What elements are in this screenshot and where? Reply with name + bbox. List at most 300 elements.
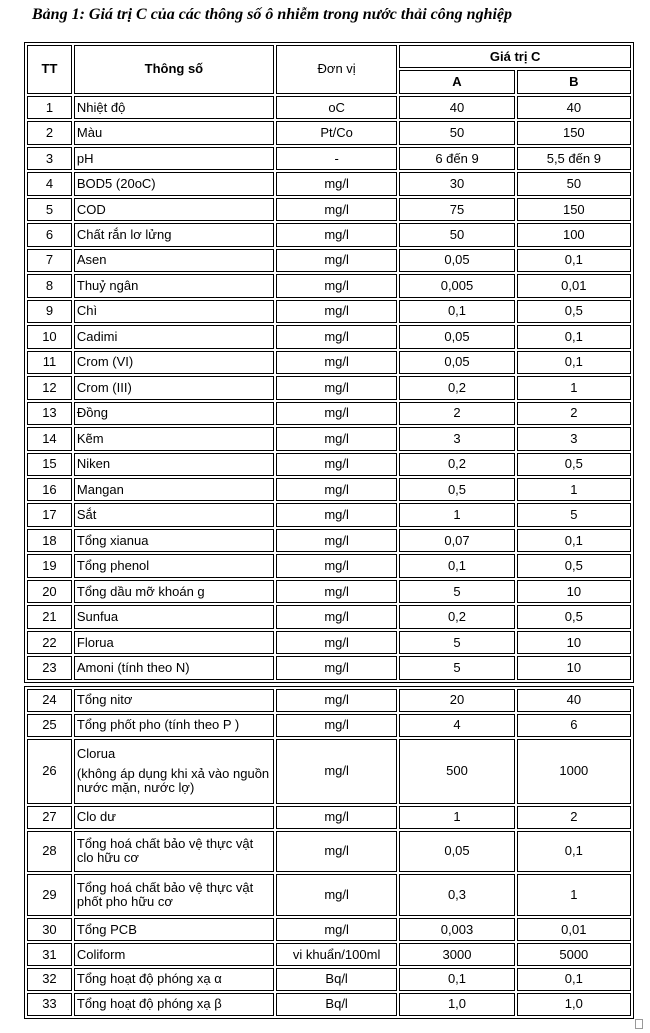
cell-param-text: Màu xyxy=(76,125,103,141)
cell-unit-text: mg/l xyxy=(324,809,349,825)
cell-param-text: Niken xyxy=(76,456,111,472)
cell-value-b-text: 50 xyxy=(566,176,582,192)
cell-param-text: Crom (III) xyxy=(76,379,132,395)
table-row xyxy=(27,172,631,195)
cell-value-a xyxy=(399,427,514,450)
cell-tt xyxy=(27,351,72,374)
cell-param xyxy=(74,831,274,873)
cell-value-b xyxy=(517,223,631,246)
cell-value-a-text: 0,2 xyxy=(447,456,467,472)
cell-unit xyxy=(276,580,397,603)
cell-unit xyxy=(276,96,397,119)
cell-param xyxy=(74,427,274,450)
cell-tt xyxy=(27,656,72,680)
cell-unit xyxy=(276,325,397,348)
cell-value-a-text: 30 xyxy=(449,176,465,192)
cell-tt xyxy=(27,172,72,195)
cell-value-b-text: 150 xyxy=(562,201,585,217)
cell-value-b xyxy=(517,427,631,450)
cell-value-a xyxy=(399,529,514,552)
cell-param xyxy=(74,325,274,348)
cell-value-b xyxy=(517,739,631,804)
cell-value-b xyxy=(517,274,631,297)
cell-value-b xyxy=(517,993,631,1016)
cell-unit xyxy=(276,172,397,195)
cell-value-a-text: 3000 xyxy=(442,946,472,962)
cell-unit-text: - xyxy=(334,150,339,166)
header-col-a: A xyxy=(399,70,514,93)
cell-tt xyxy=(27,631,72,654)
cell-value-b xyxy=(517,580,631,603)
cell-tt-text: 15 xyxy=(42,456,57,472)
cell-param xyxy=(74,656,274,680)
cell-value-b xyxy=(517,874,631,916)
cell-param-text: Florua xyxy=(76,634,114,650)
cell-param xyxy=(74,300,274,323)
cell-tt-text: 31 xyxy=(42,946,57,962)
cell-param xyxy=(74,223,274,246)
cell-tt-text: 30 xyxy=(42,921,57,937)
cell-value-a xyxy=(399,478,514,501)
cell-param-text: Kẽm xyxy=(76,430,104,446)
cell-tt-text: 19 xyxy=(42,558,57,574)
cell-tt-text: 13 xyxy=(42,405,57,421)
cell-param-text: Tổng hoạt độ phóng xạ β xyxy=(76,996,222,1012)
header-param: Thông số xyxy=(74,45,274,94)
cell-tt xyxy=(27,198,72,221)
cell-value-b-text: 6 xyxy=(570,717,578,733)
cell-value-a xyxy=(399,147,514,170)
table-row xyxy=(27,147,631,170)
cell-tt-text: 3 xyxy=(45,150,54,166)
cell-tt xyxy=(27,503,72,526)
cell-unit xyxy=(276,918,397,941)
cell-unit-text: mg/l xyxy=(324,660,349,676)
cell-value-a-text: 40 xyxy=(449,99,465,115)
cell-value-a-text: 20 xyxy=(449,692,465,708)
cell-param-text: Sắt xyxy=(76,507,97,523)
cell-tt-text: 23 xyxy=(42,660,57,676)
table-row xyxy=(27,943,631,966)
cell-param xyxy=(74,943,274,966)
cell-value-a xyxy=(399,605,514,628)
cell-tt xyxy=(27,943,72,966)
cell-value-a-text: 4 xyxy=(453,717,461,733)
cell-value-a-text: 0,005 xyxy=(440,277,474,293)
cell-value-a xyxy=(399,249,514,272)
cell-value-b-text: 100 xyxy=(562,227,585,243)
cell-value-b-text: 40 xyxy=(566,692,582,708)
cell-value-a-text: 50 xyxy=(449,227,465,243)
cell-tt xyxy=(27,580,72,603)
cell-value-a-text: 1 xyxy=(453,809,461,825)
cell-value-a-text: 1 xyxy=(453,507,461,523)
cell-value-a-text: 0,05 xyxy=(444,328,470,344)
cell-value-b-text: 40 xyxy=(566,99,582,115)
table-row xyxy=(27,300,631,323)
cell-value-a xyxy=(399,943,514,966)
cell-param xyxy=(74,376,274,399)
cell-value-b xyxy=(517,918,631,941)
cell-value-a-text: 6 đến 9 xyxy=(435,150,479,166)
cell-value-a-text: 0,1 xyxy=(447,558,467,574)
header-tt: TT xyxy=(27,45,72,94)
cell-value-a xyxy=(399,300,514,323)
cell-param-text: Tổng dầu mỡ khoán g xyxy=(76,583,205,599)
cell-value-b xyxy=(517,121,631,144)
cell-value-a-text: 0,003 xyxy=(440,921,474,937)
cell-tt xyxy=(27,831,72,873)
cell-value-b xyxy=(517,714,631,737)
cell-param-text: Nhiệt độ xyxy=(76,99,126,115)
cell-tt xyxy=(27,968,72,991)
cell-value-b xyxy=(517,689,631,712)
corner-glyph xyxy=(635,1019,643,1029)
cell-value-b-text: 1,0 xyxy=(564,996,583,1012)
cell-tt xyxy=(27,274,72,297)
cell-unit-text: mg/l xyxy=(324,430,349,446)
cell-tt-text: 10 xyxy=(42,328,57,344)
cell-value-b xyxy=(517,806,631,829)
cell-tt-text: 26 xyxy=(42,763,57,779)
cell-param xyxy=(74,274,274,297)
pollutant-table-part-2 xyxy=(24,686,634,1019)
cell-value-b-text: 1 xyxy=(570,887,578,903)
cell-unit xyxy=(276,968,397,991)
cell-tt xyxy=(27,874,72,916)
cell-param xyxy=(74,605,274,628)
cell-unit xyxy=(276,993,397,1016)
table-row xyxy=(27,453,631,476)
cell-value-a-text: 0,05 xyxy=(444,354,470,370)
cell-unit xyxy=(276,376,397,399)
cell-param-text: Crom (VI) xyxy=(76,354,134,370)
cell-value-a-text: 0,1 xyxy=(447,971,467,987)
cell-value-a xyxy=(399,223,514,246)
cell-unit xyxy=(276,605,397,628)
cell-value-b xyxy=(517,325,631,348)
table-row xyxy=(27,427,631,450)
cell-value-b xyxy=(517,249,631,272)
cell-value-b-text: 1 xyxy=(570,481,578,497)
cell-value-a xyxy=(399,376,514,399)
cell-value-a-text: 75 xyxy=(449,201,465,217)
table-row xyxy=(27,605,631,628)
cell-value-a xyxy=(399,874,514,916)
table-row xyxy=(27,96,631,119)
cell-unit-text: mg/l xyxy=(324,558,349,574)
cell-value-a xyxy=(399,689,514,712)
cell-tt xyxy=(27,249,72,272)
cell-tt xyxy=(27,121,72,144)
cell-value-b-text: 5000 xyxy=(559,946,589,962)
cell-value-a-text: 500 xyxy=(446,763,468,779)
cell-param xyxy=(74,478,274,501)
table-row xyxy=(27,376,631,399)
cell-unit-text: mg/l xyxy=(324,405,349,421)
cell-value-b-text: 0,1 xyxy=(564,843,583,859)
cell-param-note: (không áp dụng khi xả vào nguồn nước mặn, nước lợ) xyxy=(76,766,270,796)
cell-tt xyxy=(27,806,72,829)
cell-tt-text: 27 xyxy=(42,809,57,825)
cell-value-b-text: 1000 xyxy=(559,763,589,779)
cell-value-b xyxy=(517,300,631,323)
cell-unit xyxy=(276,223,397,246)
cell-tt-text: 8 xyxy=(45,277,54,293)
cell-tt xyxy=(27,376,72,399)
cell-unit-text: mg/l xyxy=(324,921,349,937)
cell-value-b-text: 0,1 xyxy=(564,252,583,268)
table-row xyxy=(27,874,631,916)
cell-unit xyxy=(276,631,397,654)
cell-unit xyxy=(276,503,397,526)
cell-value-a-text: 0,05 xyxy=(444,252,470,268)
cell-unit xyxy=(276,402,397,425)
cell-value-a-text: 0,5 xyxy=(447,481,467,497)
cell-param xyxy=(74,968,274,991)
cell-param-text: pH xyxy=(76,150,94,166)
cell-unit-text: Pt/Co xyxy=(320,125,353,141)
cell-value-a xyxy=(399,831,514,873)
cell-tt-text: 6 xyxy=(45,227,54,243)
table-row xyxy=(27,478,631,501)
cell-tt xyxy=(27,402,72,425)
cell-param-text: Tổng PCB xyxy=(76,921,137,937)
table-row xyxy=(27,249,631,272)
cell-tt-text: 33 xyxy=(42,996,57,1012)
cell-param xyxy=(74,503,274,526)
table-row xyxy=(27,402,631,425)
cell-value-b-text: 10 xyxy=(566,660,582,676)
cell-unit xyxy=(276,478,397,501)
cell-unit xyxy=(276,806,397,829)
cell-param-text: Tổng nitơ xyxy=(76,692,133,708)
table-row xyxy=(27,831,631,873)
cell-param xyxy=(74,121,274,144)
cell-unit xyxy=(276,198,397,221)
cell-unit-text: mg/l xyxy=(324,634,349,650)
cell-tt-text: 32 xyxy=(42,971,57,987)
cell-value-b xyxy=(517,376,631,399)
cell-param xyxy=(74,580,274,603)
cell-param-text: Chất rắn lơ lửng xyxy=(76,227,172,243)
cell-unit xyxy=(276,274,397,297)
cell-tt-text: 9 xyxy=(45,303,54,319)
cell-tt-text: 14 xyxy=(42,430,57,446)
cell-param-text: Asen xyxy=(76,252,107,268)
cell-tt-text: 28 xyxy=(42,843,57,859)
cell-tt-text: 1 xyxy=(45,99,54,115)
cell-value-b xyxy=(517,656,631,680)
cell-value-b xyxy=(517,402,631,425)
cell-value-a xyxy=(399,402,514,425)
pollutant-table-part-1 xyxy=(24,42,634,683)
cell-unit xyxy=(276,147,397,170)
cell-tt-text: 20 xyxy=(42,583,57,599)
cell-value-b-text: 2 xyxy=(570,809,578,825)
cell-tt-text: 16 xyxy=(42,481,57,497)
cell-unit-text: Bq/l xyxy=(325,971,348,987)
cell-value-b xyxy=(517,147,631,170)
cell-value-a xyxy=(399,554,514,577)
table-row xyxy=(27,739,631,804)
header-col-b: B xyxy=(517,70,631,93)
cell-tt-text: 7 xyxy=(45,252,54,268)
table-body-part-1 xyxy=(27,45,631,680)
cell-value-b-text: 0,5 xyxy=(564,558,583,574)
cell-value-b xyxy=(517,968,631,991)
cell-unit-text: mg/l xyxy=(324,583,349,599)
table-row xyxy=(27,529,631,552)
cell-unit xyxy=(276,739,397,804)
cell-tt xyxy=(27,918,72,941)
cell-value-b xyxy=(517,554,631,577)
cell-unit-text: mg/l xyxy=(324,717,349,733)
cell-param xyxy=(74,529,274,552)
cell-unit-text: mg/l xyxy=(324,609,349,625)
cell-tt xyxy=(27,739,72,804)
cell-value-a xyxy=(399,96,514,119)
cell-param-text: Amoni (tính theo N) xyxy=(76,660,190,676)
cell-value-a xyxy=(399,968,514,991)
table-row xyxy=(27,121,631,144)
cell-value-b-text: 0,01 xyxy=(561,277,587,293)
cell-value-b-text: 1 xyxy=(570,379,578,395)
cell-value-b xyxy=(517,198,631,221)
cell-tt-text: 5 xyxy=(45,201,54,217)
cell-tt-text: 29 xyxy=(42,887,57,903)
cell-param xyxy=(74,172,274,195)
table-row xyxy=(27,656,631,680)
cell-value-b-text: 0,1 xyxy=(564,971,583,987)
cell-value-b-text: 0,1 xyxy=(564,532,583,548)
table-row xyxy=(27,993,631,1016)
cell-param xyxy=(74,351,274,374)
cell-value-a-text: 0,3 xyxy=(447,887,467,903)
cell-value-b-text: 5,5 đến 9 xyxy=(546,150,601,166)
cell-value-a xyxy=(399,453,514,476)
cell-tt-text: 18 xyxy=(42,532,57,548)
cell-unit xyxy=(276,831,397,873)
cell-value-b-text: 0,5 xyxy=(564,456,583,472)
table-row xyxy=(27,580,631,603)
cell-unit-text: mg/l xyxy=(324,456,349,472)
cell-param xyxy=(74,96,274,119)
cell-tt xyxy=(27,147,72,170)
cell-unit xyxy=(276,714,397,737)
cell-value-a-text: 5 xyxy=(453,634,461,650)
cell-value-b-text: 10 xyxy=(566,583,582,599)
cell-param xyxy=(74,147,274,170)
cell-param xyxy=(74,402,274,425)
cell-param xyxy=(74,249,274,272)
cell-unit xyxy=(276,943,397,966)
cell-tt xyxy=(27,453,72,476)
cell-param-text: Chì xyxy=(76,303,98,319)
cell-param-text: Tổng hoá chất bảo vệ thực vật phốt pho hữu cơ xyxy=(76,880,254,910)
cell-param-text: Clorua xyxy=(76,746,116,762)
cell-param xyxy=(74,739,274,804)
cell-value-b xyxy=(517,172,631,195)
cell-value-b-text: 10 xyxy=(566,634,582,650)
cell-unit xyxy=(276,656,397,680)
cell-value-a xyxy=(399,351,514,374)
cell-tt xyxy=(27,689,72,712)
cell-tt xyxy=(27,529,72,552)
cell-value-a xyxy=(399,806,514,829)
cell-unit-text: mg/l xyxy=(324,277,349,293)
cell-value-b xyxy=(517,96,631,119)
cell-value-a xyxy=(399,172,514,195)
cell-unit-text: mg/l xyxy=(324,252,349,268)
cell-value-a xyxy=(399,198,514,221)
table-title: Bảng 1: Giá trị C của các thông số ô nhiễm trong nước thải công nghiệp xyxy=(32,6,513,23)
cell-unit-text: mg/l xyxy=(324,481,349,497)
cell-value-b-text: 0,1 xyxy=(564,328,583,344)
cell-tt xyxy=(27,427,72,450)
cell-value-a-text: 2 xyxy=(453,405,461,421)
cell-unit xyxy=(276,351,397,374)
cell-value-b xyxy=(517,631,631,654)
table-row xyxy=(27,274,631,297)
cell-unit xyxy=(276,249,397,272)
cell-param xyxy=(74,714,274,737)
table-row xyxy=(27,968,631,991)
table-row xyxy=(27,325,631,348)
table-row xyxy=(27,223,631,246)
cell-param xyxy=(74,631,274,654)
cell-param-text: Clo dư xyxy=(76,809,116,825)
cell-param-text: Tổng xianua xyxy=(76,532,149,548)
cell-value-a xyxy=(399,918,514,941)
cell-value-a-text: 5 xyxy=(453,583,461,599)
table-body-part-2 xyxy=(27,689,631,1016)
cell-param-text: Đồng xyxy=(76,405,108,421)
cell-tt xyxy=(27,554,72,577)
cell-param-text: Mangan xyxy=(76,481,124,497)
cell-value-a-text: 1,0 xyxy=(447,996,467,1012)
table-row xyxy=(27,714,631,737)
cell-value-a xyxy=(399,714,514,737)
cell-unit-text: mg/l xyxy=(324,379,349,395)
cell-param-text: Tổng phenol xyxy=(76,558,150,574)
cell-unit-text: mg/l xyxy=(324,354,349,370)
table-row xyxy=(27,631,631,654)
cell-unit-text: oC xyxy=(328,99,345,115)
cell-value-a-text: 0,2 xyxy=(447,379,467,395)
cell-param-text: Thuỷ ngân xyxy=(76,277,139,293)
cell-param-text: Sunfua xyxy=(76,609,119,625)
cell-unit-text: mg/l xyxy=(324,303,349,319)
cell-value-a xyxy=(399,503,514,526)
cell-param-text: BOD5 (20oC) xyxy=(76,176,156,192)
cell-tt-text: 25 xyxy=(42,717,57,733)
cell-value-a-text: 0,2 xyxy=(447,609,467,625)
cell-tt xyxy=(27,96,72,119)
cell-unit-text: mg/l xyxy=(324,692,349,708)
cell-tt-text: 4 xyxy=(45,176,54,192)
cell-value-a-text: 0,1 xyxy=(447,303,467,319)
cell-param xyxy=(74,453,274,476)
cell-value-b xyxy=(517,831,631,873)
cell-unit xyxy=(276,689,397,712)
cell-value-b-text: 0,5 xyxy=(564,609,583,625)
cell-unit-text: mg/l xyxy=(324,763,349,779)
cell-tt-text: 17 xyxy=(42,507,57,523)
cell-unit-text: mg/l xyxy=(324,176,349,192)
cell-value-b xyxy=(517,453,631,476)
cell-value-b xyxy=(517,351,631,374)
